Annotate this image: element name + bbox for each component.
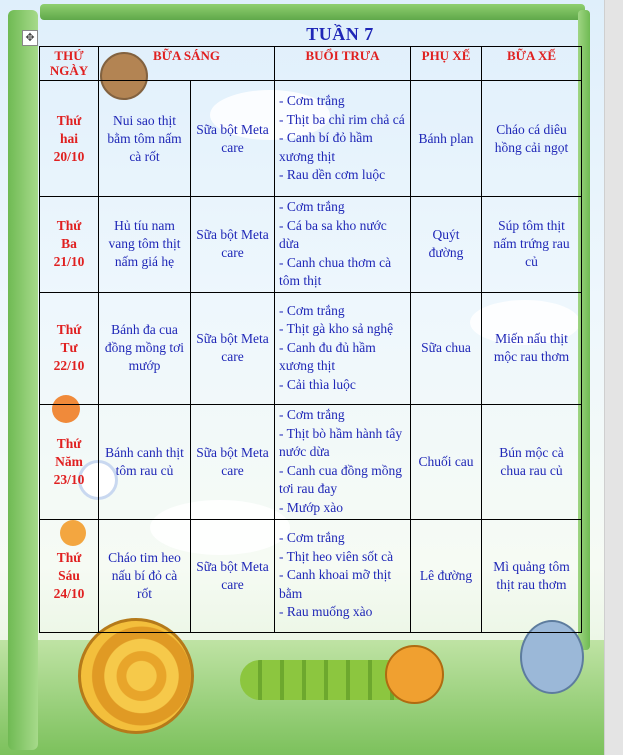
lunch-item: - Thịt ba chỉ rim chả cá xyxy=(279,111,405,127)
breakfast-cell: Hủ tíu nam vang tôm thịt nấm giá hẹ xyxy=(99,197,191,293)
lunch-cell xyxy=(275,519,411,632)
afternoon-cell: Súp tôm thịt nấm trứng rau củ xyxy=(482,197,582,293)
side-cell: Quýt đường xyxy=(411,197,482,293)
lunch-item: - Cơm trắng xyxy=(279,302,345,318)
lunch-item: - Cơm trắng xyxy=(279,199,345,214)
lunch-cell xyxy=(275,292,411,404)
table-row xyxy=(40,519,582,632)
day-cell: Thứ Sáu 24/10 xyxy=(40,519,99,632)
lunch-item: - Thịt gà kho sả nghệ xyxy=(279,321,394,337)
lunch-item: - Cải thìa luộc xyxy=(279,376,356,392)
afternoon-cell: Bún mộc cà chua rau củ xyxy=(482,404,582,519)
side-cell: Lê đường xyxy=(411,519,482,632)
breakfast-cell: Cháo tim heo nấu bí đỏ cà rốt xyxy=(99,519,191,632)
lunch-item: - Rau dền cơm luộc xyxy=(279,167,386,183)
lunch-cell xyxy=(275,197,411,293)
day-cell: Thứ Tư 22/10 xyxy=(40,292,99,404)
lunch-item: - Canh chua thơm cà tôm thịt xyxy=(279,254,392,288)
vine-frame-top xyxy=(40,4,585,20)
table-header-row xyxy=(40,47,582,81)
side-cell: Sữa chua xyxy=(411,292,482,404)
header-side: PHỤ XẾ xyxy=(411,47,482,81)
breakfast-cell: Nui sao thịt bằm tôm nấm cà rốt xyxy=(99,81,191,197)
lunch-cell xyxy=(275,404,411,519)
table-row xyxy=(40,197,582,293)
page-title: TUẦN 7 xyxy=(306,24,374,44)
table-row xyxy=(40,81,582,197)
side-cell: Chuối cau xyxy=(411,404,482,519)
snail-decoration xyxy=(78,618,194,734)
caterpillar-head-decoration xyxy=(385,645,444,704)
lunch-cell xyxy=(275,81,411,197)
day-cell: Thứ Ba 21/10 xyxy=(40,197,99,293)
afternoon-cell: Cháo cá diêu hồng cải ngọt xyxy=(482,81,582,197)
afternoon-cell: Miến nấu thịt mộc rau thơm xyxy=(482,292,582,404)
lunch-item: - Rau muống xào xyxy=(279,604,373,620)
lunch-item: - Cơm trắng xyxy=(279,407,345,422)
lunch-item: - Cơm trắng xyxy=(279,93,345,109)
table-row xyxy=(40,292,582,404)
header-afternoon: BỮA XẾ xyxy=(482,47,582,81)
menu-table xyxy=(39,46,582,633)
drink-cell: Sữa bột Meta care xyxy=(191,81,275,197)
lunch-item: - Canh cua đồng mồng tơi rau đay xyxy=(279,462,402,496)
drink-cell: Sữa bột Meta care xyxy=(191,197,275,293)
breakfast-cell: Bánh canh thịt tôm rau củ xyxy=(99,404,191,519)
header-day: THỨ NGÀY xyxy=(40,47,99,81)
header-lunch: BUỔI TRƯA xyxy=(275,47,411,81)
window-edge xyxy=(604,0,623,755)
breakfast-cell: Bánh đa cua đồng mồng tơi mướp xyxy=(99,292,191,404)
lunch-item: - Canh khoai mỡ thịt bằm xyxy=(279,567,392,601)
lunch-item: - Canh đu đủ hầm xương thịt xyxy=(279,339,376,374)
day-cell: Thứ Năm 23/10 xyxy=(40,404,99,519)
drink-cell: Sữa bột Meta care xyxy=(191,519,275,632)
lunch-item: - Cơm trắng xyxy=(279,530,345,546)
vine-frame-left xyxy=(8,10,38,750)
drink-cell: Sữa bột Meta care xyxy=(191,404,275,519)
lunch-item: - Cá ba sa kho nước dừa xyxy=(279,217,387,251)
drink-cell: Sữa bột Meta care xyxy=(191,292,275,404)
table-move-handle-icon[interactable]: ✥ xyxy=(22,30,38,46)
lunch-item: - Thịt heo viên sốt cà xyxy=(279,548,394,564)
lunch-item: - Canh bí đỏ hầm xương thịt xyxy=(279,130,373,164)
lunch-item: - Mướp xào xyxy=(279,499,343,515)
lunch-item: - Thịt bò hầm hành tây nước dừa xyxy=(279,425,403,459)
afternoon-cell: Mì quảng tôm thịt rau thơm xyxy=(482,519,582,632)
header-breakfast: BỮA SÁNG xyxy=(99,47,275,81)
table-row xyxy=(40,404,582,519)
day-cell: Thứ hai 20/10 xyxy=(40,81,99,197)
side-cell: Bánh plan xyxy=(411,81,482,197)
